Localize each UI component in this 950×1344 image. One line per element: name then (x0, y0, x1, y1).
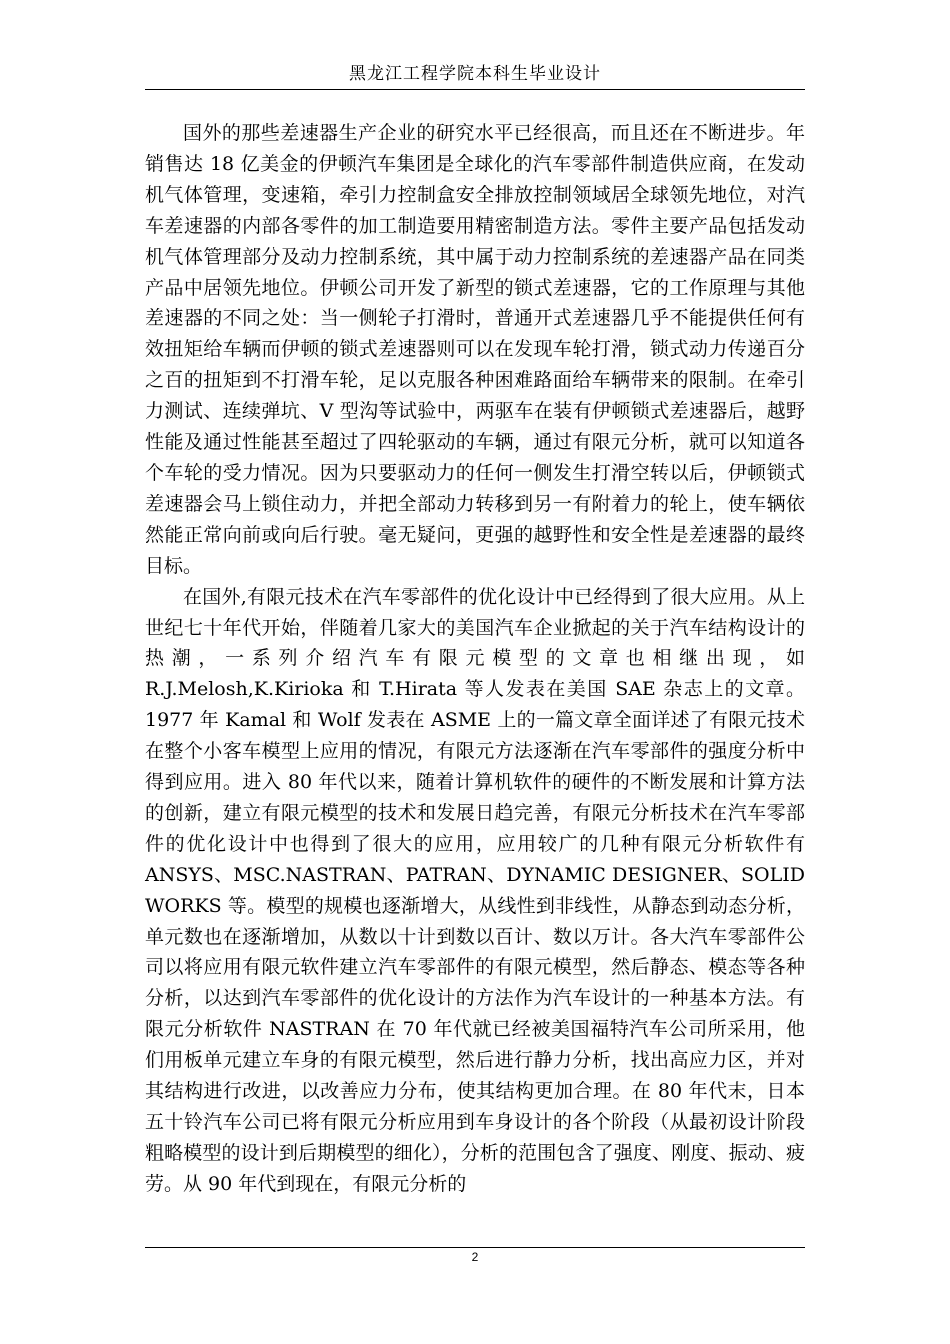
page-number: 2 (471, 1250, 479, 1264)
main-text (145, 118, 805, 1200)
header-divider (145, 89, 805, 90)
footer-divider (145, 1247, 805, 1248)
paragraph-1: 国外的那些差速器生产企业的研究水平已经很高，而且还在不断进步。年销售达 18 亿美金的伊顿汽车集团是全球化的汽车零部件制造供应商，在发动机气体管理，变速箱，牵引力控制盒安全排放控制领域居全球领先地位，对汽车差速器的内部各零件的加工制造要用精密制造方法。零件主要产品包括发动机气体管理部分及动力控制系统，其中属于动力控制系统的差速器产品在同类产品中居领先地位。伊顿公司开发了新型的锁式差速器，它的工作原理与其他差速器的不同之处：当一侧轮子打滑时，普通开式差速器几乎不能提供任何有效扭矩给车辆而伊顿的锁式差速器则可以在发现车轮打滑，锁式动力传递百分之百的扭矩到不打滑车轮，足以克服各种困难路面给车辆带来的限制。在牵引力测试、连续弹坑、V 型沟等试验中，两驱车在装有伊顿锁式差速器后，越野性能及通过性能甚至超过了四轮驱动的车辆，通过有限元分析，就可以知道各个车轮的受力情况。因为只要驱动力的任何一侧发生打滑空转以后，伊顿锁式差速器会马上锁住动力，并把全部动力转移到另一有附着力的轮上，使车辆依然能正常向前或向后行驶。毫无疑问，更强的越野性和安全性是差速器的最终目标。 (145, 122, 805, 577)
page-header (145, 62, 805, 86)
header-title: 黑龙江工程学院本科生毕业设计 (349, 64, 601, 84)
paragraph-2: 在国外,有限元技术在汽车零部件的优化设计中已经得到了很大应用。从上世纪七十年代开始，伴随着几家大的美国汽车企业掀起的关于汽车结构设计的热潮，一系列介绍汽车有限元模型的文章也相继出现，如 R.J.Melosh,K.Kirioka 和 T.Hirata 等人发表在美国 SAE 杂志上的文章。1977 年 Kamal 和 Wolf 发表在 ASME 上的一篇文章全面详述了有限元技术在整个小客车模型上应用的情况，有限元方法逐渐在汽车零部件的强度分析中得到应用。进入 80 年代以来，随着计算机软件的硬件的不断发展和计算方法的创新，建立有限元模型的技术和发展日趋完善，有限元分析技术在汽车零部件的优化设计中也得到了很大的应用，应用较广的几种有限元分析软件有 ANSYS、MSC.NASTRAN、PATRAN、DYNAMIC DESIGNER、SOLID WORKS 等。模型的规模也逐渐增大，从线性到非线性，从静态到动态分析，单元数也在逐渐增加，从数以十计到数以百计、数以万计。各大汽车零部件公司以将应用有限元软件建立汽车零部件的有限元模型，然后静态、模态等各种分析，以达到汽车零部件的优化设计的方法作为汽车设计的一种基本方法。有限元分析软件 NASTRAN 在 70 年代就已经被美国福特汽车公司所采用，他们用板单元建立车身的有限元模型，然后进行静力分析，找出高应力区，并对其结构进行改进，以改善应力分布，使其结构更加合理。在 80 年代末，日本五十铃汽车公司已将有限元分析应用到车身设计的各个阶段（从最初设计阶段粗略模型的设计到后期模型的细化），分析的范围包含了强度、刚度、振动、疲劳。从 90 年代到现在，有限元分析的 (145, 585, 805, 1195)
